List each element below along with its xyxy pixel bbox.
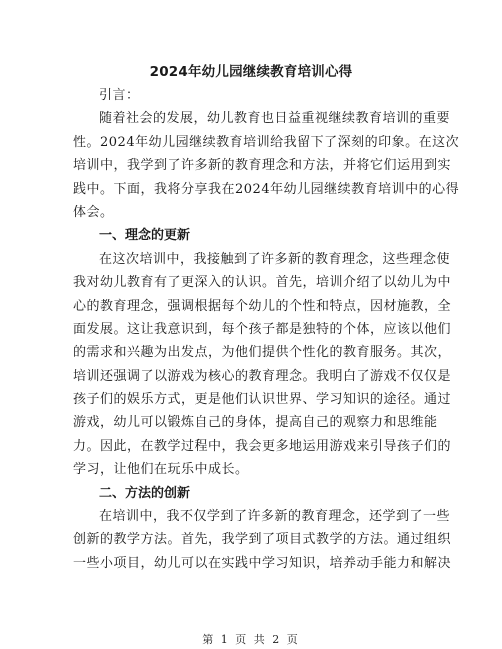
section1-line: 我对幼儿教育有了更深入的认识。首先，培训介绍了以幼儿为中 xyxy=(73,275,452,291)
page-number: 第 1 页 共 2 页 xyxy=(202,633,300,646)
section1-line: 孩子们的娱乐方式，更是他们认识世界、学习知识的途径。通过 xyxy=(73,392,452,408)
section1-line: 在这次培训中，我接触到了许多新的教育理念，这些理念使 xyxy=(99,251,451,267)
section1-line: 学习，让他们在玩乐中成长。 xyxy=(73,462,249,478)
section1-line: 力。因此，在教学过程中，我会更多地运用游戏来引导孩子们的 xyxy=(73,438,452,454)
section2-line: 一些小项目，幼儿可以在实践中学习知识，培养动手能力和解决 xyxy=(73,555,452,571)
section1-line: 心的教育理念，强调根据每个幼儿的个性和特点，因材施教，全 xyxy=(73,298,452,314)
section-heading: 一、理念的更新 xyxy=(99,228,191,244)
section2-line: 在培训中，我不仅学到了许多新的教育理念，还学到了一些 xyxy=(99,509,451,525)
document-body xyxy=(73,84,460,575)
section1-line: 的需求和兴趣为出发点，为他们提供个性化的教育服务。其次， xyxy=(73,345,452,361)
section1-line: 面发展。这让我意识到，每个孩子都是独特的个体，应该以他们 xyxy=(73,321,452,337)
section1-line: 培训还强调了以游戏为核心的教育理念。我明白了游戏不仅仅是 xyxy=(73,368,452,384)
intro-line: 随着社会的发展，幼儿教育也日益重视继续教育培训的重要 xyxy=(99,111,451,127)
intro-line: 践中。下面，我将分享我在2024年幼儿园继续教育培训中的心得 xyxy=(73,181,460,197)
intro-label: 引言： xyxy=(99,88,140,103)
section1-line: 游戏，幼儿可以锻炼自己的身体，提高自己的观察力和思维能 xyxy=(73,415,438,431)
document-title: 2024年幼儿园继续教育培训心得 xyxy=(149,64,353,80)
intro-line: 体会。 xyxy=(73,204,114,220)
section2-line: 创新的教学方法。首先，我学到了项目式教学的方法。通过组织 xyxy=(73,532,452,548)
section-heading: 二、方法的创新 xyxy=(99,485,191,501)
intro-line: 培训中，我学到了许多新的教育理念和方法，并将它们运用到实 xyxy=(73,158,452,174)
intro-line: 性。2024年幼儿园继续教育培训给我留下了深刻的印象。在这次 xyxy=(73,134,460,150)
